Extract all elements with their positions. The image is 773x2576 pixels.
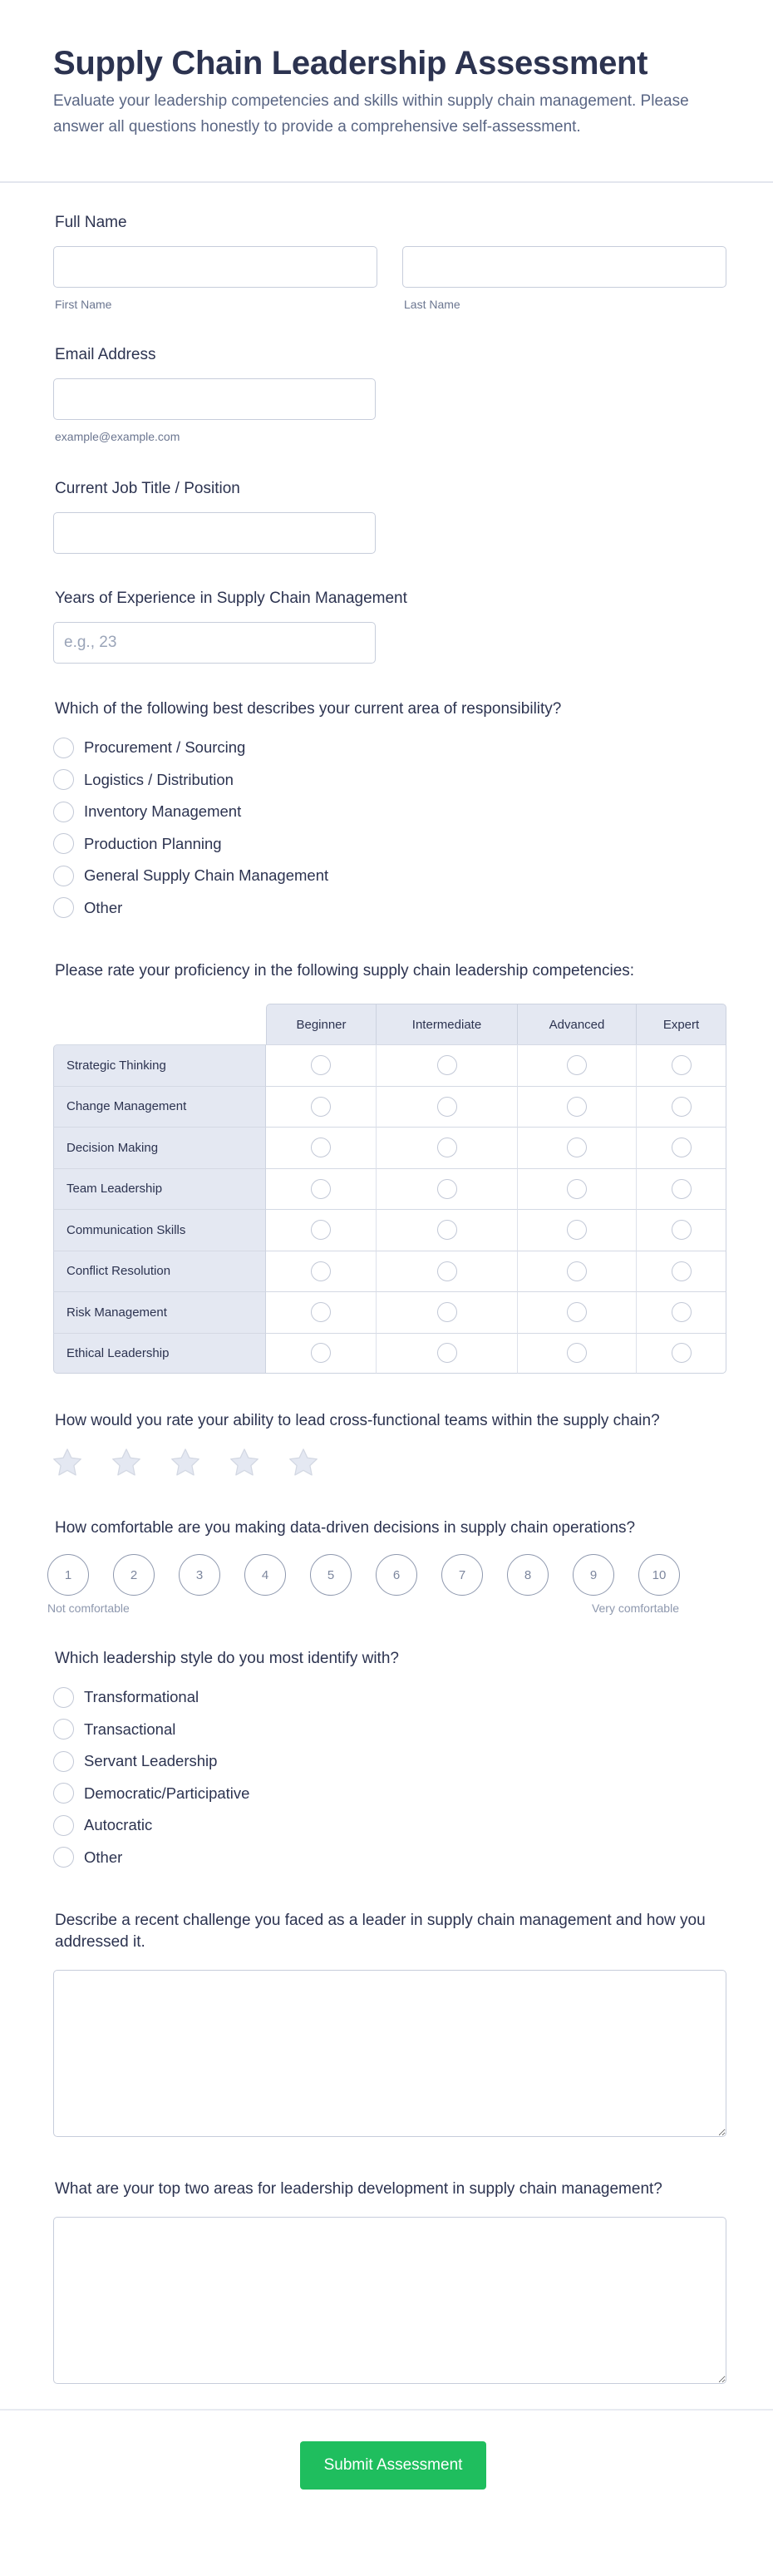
matrix-cell[interactable]	[377, 1168, 518, 1210]
radio-circle-icon[interactable]	[311, 1179, 331, 1199]
responsibility-label: Which of the following best describes your current area of responsibility?	[55, 700, 562, 718]
radio-circle-icon[interactable]	[53, 1847, 74, 1868]
star-icon[interactable]	[111, 1447, 142, 1483]
responsibility-option[interactable]: Inventory Management	[53, 796, 726, 828]
form-body	[0, 212, 773, 2384]
scale-labels	[47, 1601, 679, 1615]
matrix-cell[interactable]	[637, 1251, 726, 1292]
scale-option[interactable]: 8	[507, 1554, 549, 1596]
matrix-cell[interactable]	[637, 1291, 726, 1333]
competencies-field	[53, 960, 726, 1374]
radio-circle-icon[interactable]	[311, 1261, 331, 1281]
matrix-cell[interactable]	[637, 1209, 726, 1251]
job-title-input[interactable]	[53, 512, 376, 554]
radio-circle-icon[interactable]	[672, 1097, 692, 1117]
form-description: Evaluate your leadership competencies and skills within supply chain management. Please answer all questions honestly to provide a comprehensive self-assessment.	[53, 92, 689, 136]
radio-circle-icon[interactable]	[672, 1137, 692, 1157]
matrix-row	[53, 1333, 726, 1374]
last-name-sublabel: Last Name	[404, 298, 460, 311]
scale-option[interactable]: 7	[441, 1554, 483, 1596]
full-name-label: Full Name	[55, 214, 127, 231]
leadership-style-option[interactable]: Other	[53, 1842, 726, 1874]
matrix-cell[interactable]	[518, 1291, 637, 1333]
scale-option[interactable]: 10	[638, 1554, 680, 1596]
scale-option[interactable]: 6	[376, 1554, 417, 1596]
matrix-row	[53, 1251, 726, 1292]
radio-circle-icon[interactable]	[437, 1137, 457, 1157]
experience-field	[53, 588, 726, 664]
radio-circle-icon[interactable]	[672, 1343, 692, 1363]
first-name-sublabel: First Name	[55, 298, 112, 311]
matrix-cell[interactable]	[637, 1333, 726, 1374]
radio-circle-icon[interactable]	[672, 1302, 692, 1322]
matrix-row	[53, 1044, 726, 1086]
matrix-cell[interactable]	[518, 1251, 637, 1292]
radio-circle-icon[interactable]	[311, 1055, 331, 1075]
leadership-style-option[interactable]: Transactional	[53, 1714, 726, 1746]
radio-circle-icon[interactable]	[311, 1302, 331, 1322]
matrix-cell[interactable]	[266, 1333, 377, 1374]
job-title-field	[53, 478, 726, 554]
radio-circle-icon[interactable]	[672, 1179, 692, 1199]
matrix-cell[interactable]	[518, 1127, 637, 1168]
radio-circle-icon[interactable]	[437, 1179, 457, 1199]
leadership-style-label: Which leadership style do you most identify with?	[55, 1650, 399, 1667]
radio-circle-icon[interactable]	[437, 1220, 457, 1240]
matrix-column-header: Intermediate	[377, 1004, 518, 1044]
matrix-cell[interactable]	[518, 1333, 637, 1374]
scale-option[interactable]: 1	[47, 1554, 89, 1596]
radio-circle-icon[interactable]	[311, 1097, 331, 1117]
challenge-field	[53, 1910, 726, 2137]
matrix-cell[interactable]	[637, 1127, 726, 1168]
matrix-row-label: Strategic Thinking	[53, 1044, 266, 1086]
form-footer	[0, 2409, 773, 2534]
radio-circle-icon[interactable]	[53, 802, 74, 822]
star-icon[interactable]	[288, 1447, 319, 1483]
matrix-cell[interactable]	[266, 1209, 377, 1251]
matrix-row	[53, 1291, 726, 1333]
responsibility-options	[53, 732, 726, 924]
development-textarea[interactable]	[53, 2217, 726, 2384]
first-name-input[interactable]	[53, 246, 377, 288]
scale-high-label: Very comfortable	[591, 1601, 679, 1615]
leadership-style-options	[53, 1681, 726, 1873]
experience-label: Years of Experience in Supply Chain Management	[55, 590, 407, 607]
radio-circle-icon[interactable]	[53, 1751, 74, 1772]
challenge-label: Describe a recent challenge you faced as a leader in supply chain management and how you addressed it.	[55, 1912, 706, 1951]
radio-circle-icon[interactable]	[437, 1302, 457, 1322]
scale-option[interactable]: 3	[179, 1554, 220, 1596]
responsibility-field	[53, 698, 726, 924]
star-icon[interactable]	[229, 1447, 260, 1483]
leadership-style-option[interactable]: Autocratic	[53, 1809, 726, 1842]
matrix-row-label: Change Management	[53, 1086, 266, 1128]
radio-circle-icon[interactable]	[53, 866, 74, 886]
matrix-row	[53, 1209, 726, 1251]
matrix-cell[interactable]	[377, 1291, 518, 1333]
email-input[interactable]	[53, 378, 376, 420]
radio-circle-icon[interactable]	[53, 1815, 74, 1836]
scale-option[interactable]: 5	[310, 1554, 352, 1596]
matrix-cell[interactable]	[377, 1251, 518, 1292]
radio-circle-icon[interactable]	[311, 1220, 331, 1240]
last-name-input[interactable]	[402, 246, 726, 288]
scale-rating	[47, 1554, 726, 1596]
matrix-cell[interactable]	[266, 1168, 377, 1210]
radio-circle-icon[interactable]	[311, 1137, 331, 1157]
full-name-field	[53, 212, 726, 311]
form-title: Supply Chain Leadership Assessment	[53, 45, 648, 81]
matrix-row-label: Ethical Leadership	[53, 1333, 266, 1374]
radio-circle-icon[interactable]	[53, 738, 74, 758]
matrix-cell[interactable]	[377, 1127, 518, 1168]
radio-circle-icon[interactable]	[437, 1097, 457, 1117]
radio-circle-icon[interactable]	[53, 1783, 74, 1804]
matrix-cell[interactable]	[266, 1127, 377, 1168]
star-rating	[52, 1447, 726, 1483]
radio-circle-icon[interactable]	[672, 1055, 692, 1075]
matrix-row-label: Conflict Resolution	[53, 1251, 266, 1292]
matrix-column-header: Beginner	[266, 1004, 377, 1044]
radio-circle-icon[interactable]	[567, 1261, 587, 1281]
matrix-cell[interactable]	[377, 1086, 518, 1128]
matrix-cell[interactable]	[377, 1209, 518, 1251]
cross-functional-label: How would you rate your ability to lead cross-functional teams within the supply chain?	[55, 1412, 660, 1429]
responsibility-option[interactable]: Production Planning	[53, 828, 726, 861]
matrix-row	[53, 1168, 726, 1210]
matrix-column-header: Advanced	[518, 1004, 637, 1044]
matrix-cell[interactable]	[518, 1044, 637, 1086]
radio-circle-icon[interactable]	[53, 833, 74, 854]
matrix-cell[interactable]	[266, 1044, 377, 1086]
leadership-style-field	[53, 1648, 726, 1873]
radio-circle-icon[interactable]	[437, 1343, 457, 1363]
challenge-textarea[interactable]	[53, 1970, 726, 2137]
radio-circle-icon[interactable]	[437, 1055, 457, 1075]
radio-circle-icon[interactable]	[53, 1719, 74, 1740]
matrix-column-header: Expert	[637, 1004, 726, 1044]
radio-circle-icon[interactable]	[53, 769, 74, 790]
email-sublabel: example@example.com	[55, 430, 180, 443]
competencies-label: Please rate your proficiency in the following supply chain leadership competencies:	[55, 962, 635, 980]
radio-circle-icon[interactable]	[567, 1343, 587, 1363]
matrix-row-label: Decision Making	[53, 1127, 266, 1168]
matrix-cell[interactable]	[637, 1086, 726, 1128]
submit-button[interactable]: Submit Assessment	[300, 2441, 486, 2490]
star-icon[interactable]	[170, 1447, 201, 1483]
email-field	[53, 344, 726, 443]
data-driven-field	[47, 1517, 726, 1615]
radio-circle-icon[interactable]	[672, 1261, 692, 1281]
radio-circle-icon[interactable]	[437, 1261, 457, 1281]
leadership-style-option[interactable]: Democratic/Participative	[53, 1778, 726, 1810]
development-label: What are your top two areas for leadership development in supply chain management?	[55, 2180, 662, 2198]
competency-matrix	[53, 1004, 726, 1374]
development-field	[53, 2179, 726, 2384]
form-header	[0, 0, 773, 183]
radio-circle-icon[interactable]	[672, 1220, 692, 1240]
matrix-corner	[53, 1004, 266, 1044]
matrix-row-label: Risk Management	[53, 1291, 266, 1333]
responsibility-option[interactable]: Procurement / Sourcing	[53, 732, 726, 764]
matrix-row-label: Communication Skills	[53, 1209, 266, 1251]
radio-circle-icon[interactable]	[567, 1179, 587, 1199]
radio-circle-icon[interactable]	[53, 1687, 74, 1708]
matrix-cell[interactable]	[518, 1168, 637, 1210]
radio-circle-icon[interactable]	[567, 1302, 587, 1322]
email-label: Email Address	[55, 346, 156, 363]
scale-low-label: Not comfortable	[47, 1601, 130, 1615]
radio-circle-icon[interactable]	[311, 1343, 331, 1363]
matrix-cell[interactable]	[266, 1251, 377, 1292]
matrix-cell[interactable]	[266, 1086, 377, 1128]
matrix-cell[interactable]	[637, 1044, 726, 1086]
radio-circle-icon[interactable]	[567, 1097, 587, 1117]
experience-input[interactable]	[53, 622, 376, 664]
scale-option[interactable]: 2	[113, 1554, 155, 1596]
radio-circle-icon[interactable]	[53, 897, 74, 918]
responsibility-option[interactable]: General Supply Chain Management	[53, 860, 726, 892]
matrix-row-label: Team Leadership	[53, 1168, 266, 1210]
matrix-cell[interactable]	[377, 1333, 518, 1374]
leadership-style-option[interactable]: Servant Leadership	[53, 1745, 726, 1778]
matrix-row	[53, 1086, 726, 1128]
matrix-cell[interactable]	[266, 1291, 377, 1333]
job-title-label: Current Job Title / Position	[55, 480, 240, 497]
matrix-cell[interactable]	[518, 1209, 637, 1251]
star-icon[interactable]	[52, 1447, 83, 1483]
responsibility-option[interactable]: Other	[53, 892, 726, 925]
scale-option[interactable]: 9	[573, 1554, 614, 1596]
data-driven-label: How comfortable are you making data-driven decisions in supply chain operations?	[55, 1519, 636, 1537]
cross-functional-field	[53, 1410, 726, 1483]
scale-option[interactable]: 4	[244, 1554, 286, 1596]
matrix-cell[interactable]	[377, 1044, 518, 1086]
matrix-cell[interactable]	[637, 1168, 726, 1210]
responsibility-option[interactable]: Logistics / Distribution	[53, 764, 726, 797]
radio-circle-icon[interactable]	[567, 1137, 587, 1157]
matrix-row	[53, 1127, 726, 1168]
radio-circle-icon[interactable]	[567, 1055, 587, 1075]
radio-circle-icon[interactable]	[567, 1220, 587, 1240]
leadership-style-option[interactable]: Transformational	[53, 1681, 726, 1714]
matrix-cell[interactable]	[518, 1086, 637, 1128]
